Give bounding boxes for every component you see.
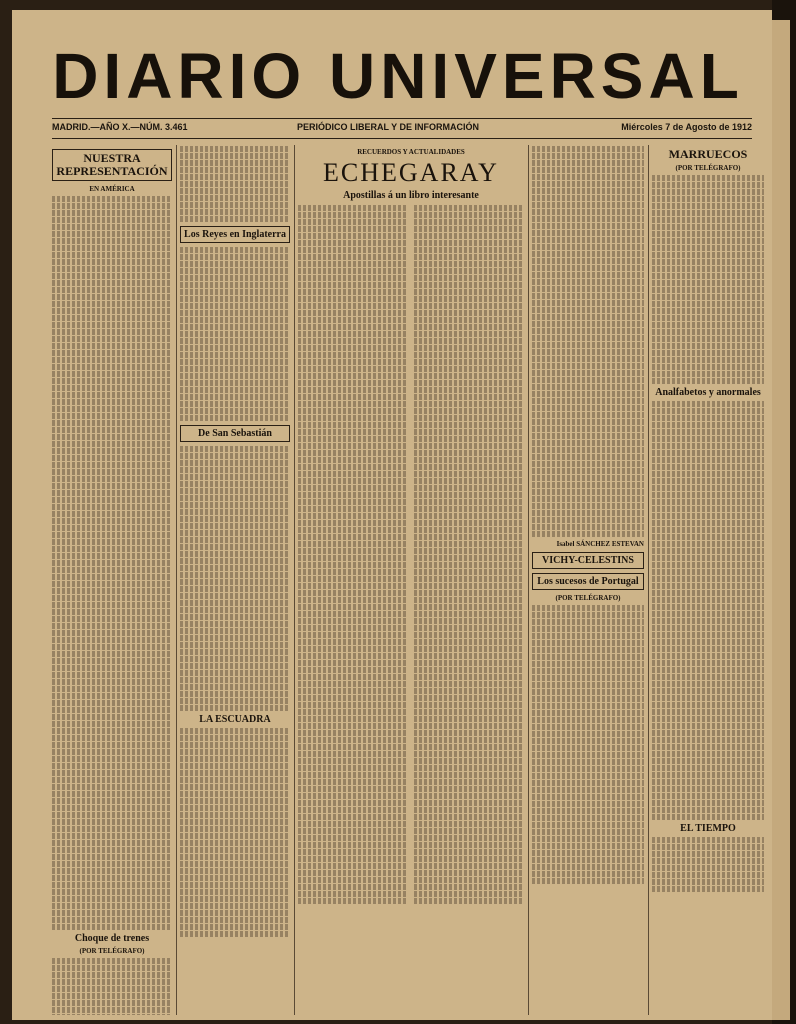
headline-echegaray: ECHEGARAY (323, 158, 499, 187)
headline-reyes-inglaterra: Los Reyes en Inglaterra (180, 226, 290, 243)
subhead-telegrafo-portugal: (POR TELÉGRAFO) (555, 594, 621, 602)
headline-escuadra: LA ESCUADRA (199, 714, 271, 725)
newspaper-page (12, 10, 772, 1020)
column-divider (176, 145, 177, 1015)
headline-analfabetos: Analfabetos y anormales (655, 387, 761, 398)
column-5 (652, 145, 764, 1015)
headline-sucesos-portugal: Los sucesos de Portugal (532, 573, 644, 590)
column-divider (648, 145, 649, 1015)
column-3 (298, 145, 524, 1015)
byline: Isabel SÁNCHEZ ESTEVAN (556, 540, 644, 548)
headline-choque-trenes: Choque de trenes (74, 933, 150, 944)
column-1 (52, 145, 172, 1015)
kicker-recuerdos: RECUERDOS Y ACTUALIDADES (357, 148, 465, 156)
column-4 (532, 145, 644, 1015)
masthead-title: DIARIO UNIVERSAL (52, 40, 744, 112)
issue-number: MADRID.—AÑO X.—NÚM. 3.461 (52, 122, 188, 132)
paper-tagline: PERIÓDICO LIBERAL Y DE INFORMACIÓN (297, 122, 480, 132)
issue-date: Miércoles 7 de Agosto de 1912 (621, 122, 752, 132)
rule-bottom (52, 138, 752, 139)
headline-el-tiempo: EL TIEMPO (680, 823, 736, 834)
rule-top (52, 118, 752, 119)
subhead-america: EN AMÉRICA (89, 185, 135, 193)
subhead-telegrafo: (POR TELÉGRAFO) (79, 947, 145, 955)
dateline (52, 122, 752, 136)
advert-vichy-celestins: VICHY-CELESTINS (532, 552, 644, 569)
column-2 (180, 145, 290, 1015)
headline-marruecos: MARRUECOS (668, 147, 748, 161)
headline-representacion: NUESTRA REPRESENTACIÓN (52, 149, 172, 181)
column-divider (528, 145, 529, 1015)
headline-san-sebastian: De San Sebastián (180, 425, 290, 442)
subhead-telegrafo-marruecos: (POR TELÉGRAFO) (675, 164, 741, 172)
column-divider (294, 145, 295, 1015)
subhead-apostillas: Apostillas á un libro interesante (343, 190, 479, 201)
next-page-edge (772, 20, 790, 1020)
